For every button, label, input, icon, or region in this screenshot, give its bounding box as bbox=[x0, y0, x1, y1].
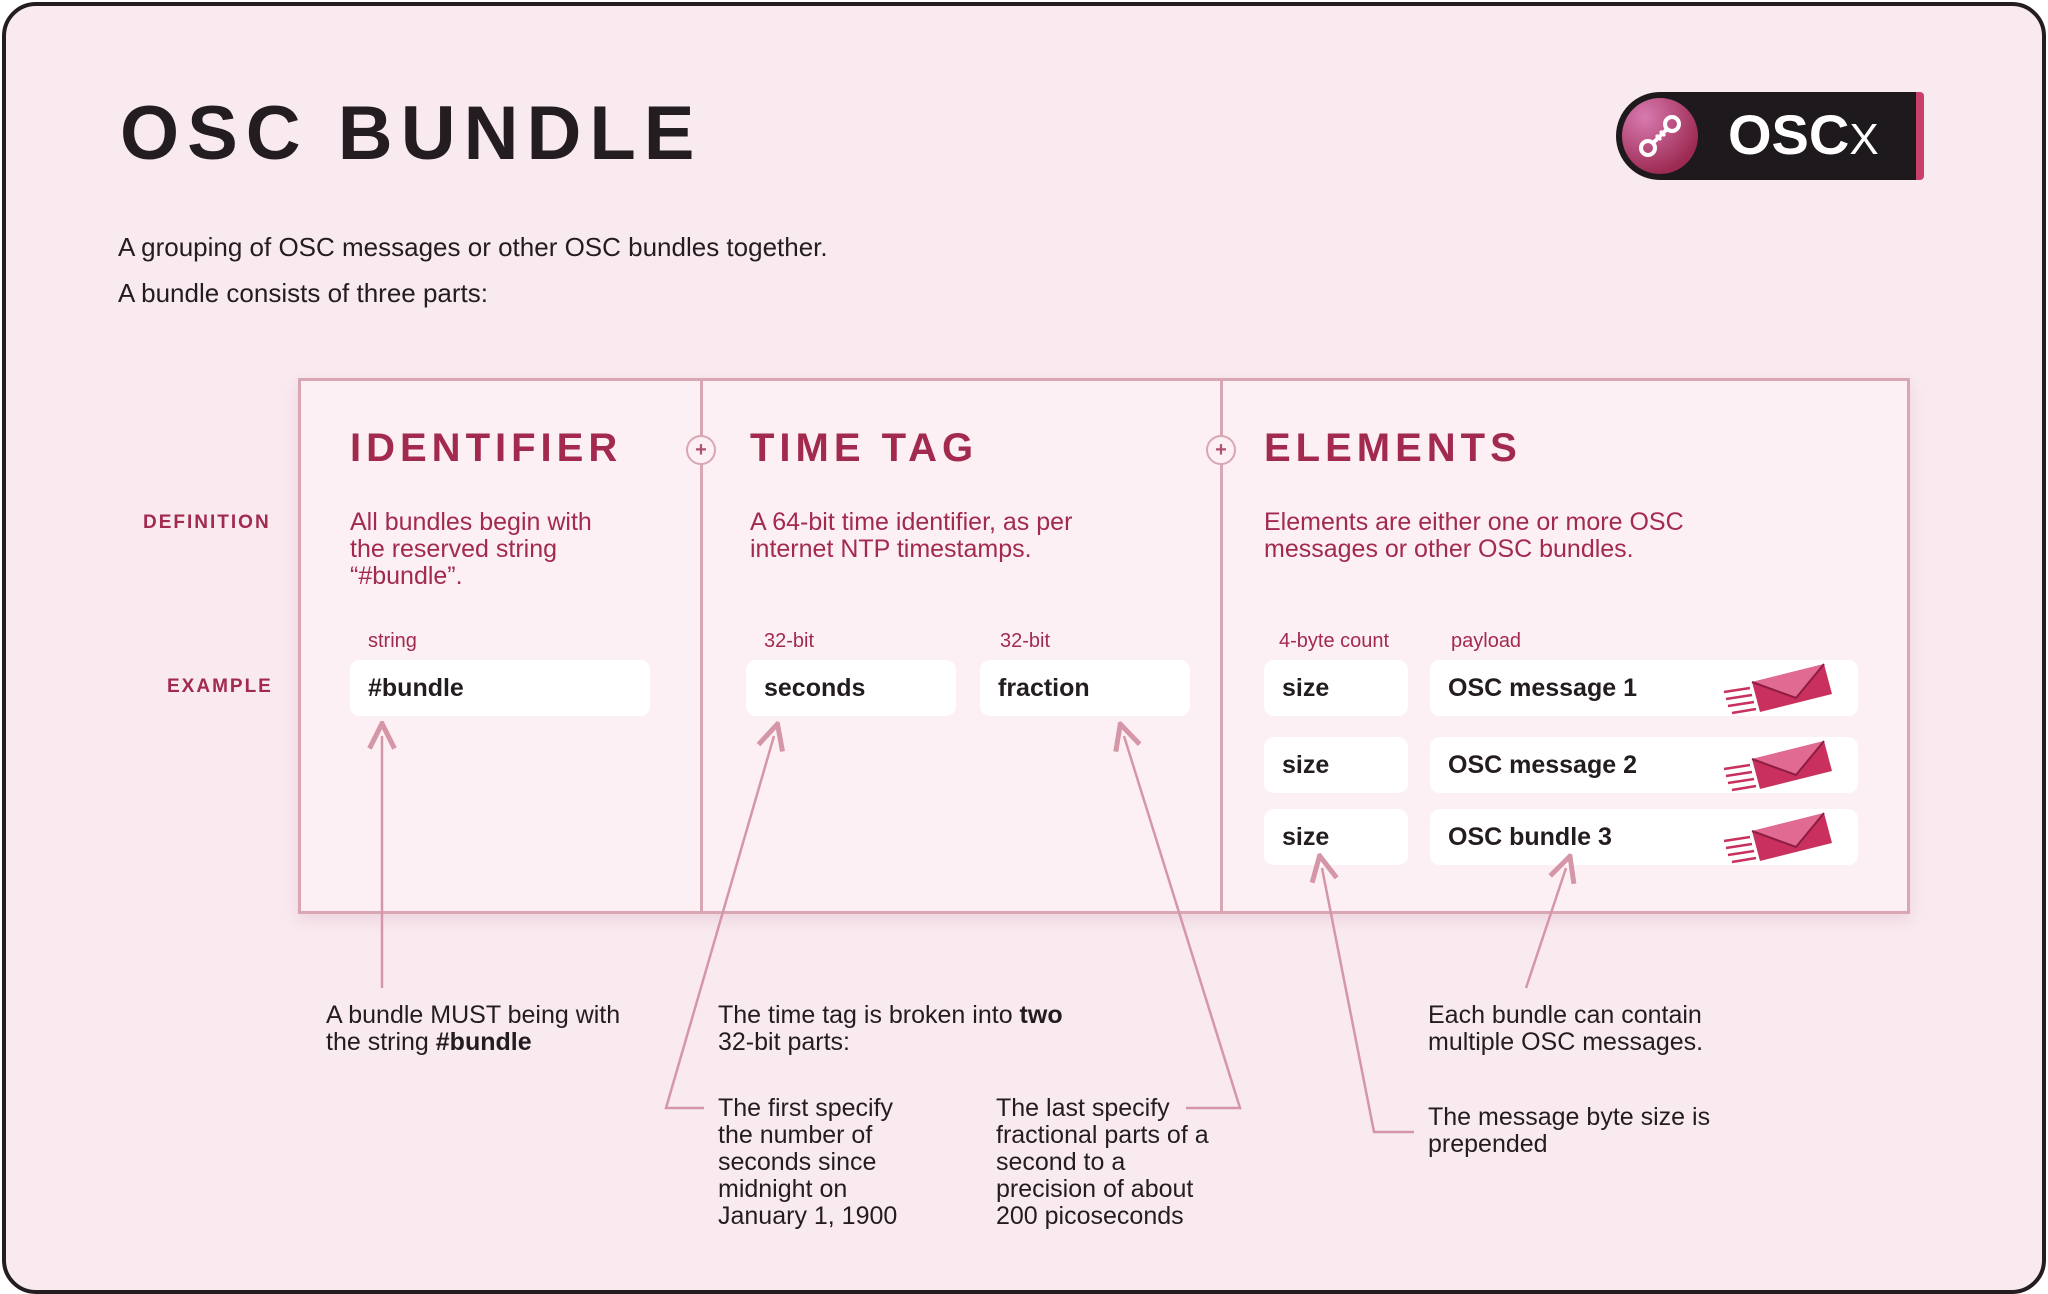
connector-line bbox=[1124, 736, 1240, 1108]
payload-field: OSC bundle 3 bbox=[1430, 809, 1858, 865]
bundle-string-field: #bundle bbox=[350, 660, 650, 716]
messages-annotation: Each bundle can contain multiple OSC messages. bbox=[1428, 1001, 1704, 1056]
fraction-annotation: The last specify fractional parts of a second to a precision of about 200 picoseconds bbox=[996, 1094, 1209, 1230]
row-label-example: EXAMPLE bbox=[167, 676, 273, 697]
time-tag-annotation: The time tag is broken into two 32-bit parts: bbox=[718, 1001, 1063, 1056]
fraction-bits-label: 32-bit bbox=[1000, 630, 1051, 652]
size-field: size bbox=[1264, 737, 1408, 793]
page-title: OSC BUNDLE bbox=[120, 91, 703, 176]
connector-line bbox=[1526, 868, 1566, 988]
seconds-bits-label: 32-bit bbox=[764, 630, 815, 652]
elements-definition: Elements are either one or more OSC messages or other OSC bundles. bbox=[1264, 508, 1684, 563]
time-tag-definition: A 64-bit time identifier, as per internet NTP timestamps. bbox=[750, 508, 1073, 563]
row-label-definition: DEFINITION bbox=[143, 512, 271, 533]
identifier-field-label: string bbox=[368, 630, 417, 652]
plus-icon: + bbox=[686, 435, 716, 465]
seconds-field: seconds bbox=[746, 660, 956, 716]
osc-bundle-diagram bbox=[2, 2, 2046, 1294]
payload-label: payload bbox=[1451, 630, 1522, 652]
connector-line bbox=[1322, 868, 1414, 1132]
size-count-label: 4-byte count bbox=[1279, 630, 1390, 652]
intro-line-1: A grouping of OSC messages or other OSC bundles together. bbox=[118, 232, 828, 262]
size-field: size bbox=[1264, 660, 1408, 716]
time-tag-title: TIME TAG bbox=[750, 426, 979, 470]
identifier-title: IDENTIFIER bbox=[350, 426, 623, 470]
size-field: size bbox=[1264, 809, 1408, 865]
fraction-field: fraction bbox=[980, 660, 1190, 716]
seconds-annotation: The first specify the number of seconds since midnight on January 1, 1900 bbox=[718, 1094, 898, 1230]
elements-title: ELEMENTS bbox=[1264, 426, 1522, 470]
plus-icon: + bbox=[1206, 435, 1236, 465]
size-annotation: The message byte size is prepended bbox=[1428, 1103, 1711, 1158]
bundle-annotation: A bundle MUST being with the string #bundle bbox=[326, 1001, 621, 1056]
identifier-definition: All bundles begin with the reserved string “#bundle”. bbox=[350, 508, 592, 590]
payload-field: OSC message 1 bbox=[1430, 660, 1858, 716]
payload-field: OSC message 2 bbox=[1430, 737, 1858, 793]
intro-line-2: A bundle consists of three parts: bbox=[118, 278, 488, 308]
logo-text: OSCX bbox=[1728, 103, 1879, 166]
